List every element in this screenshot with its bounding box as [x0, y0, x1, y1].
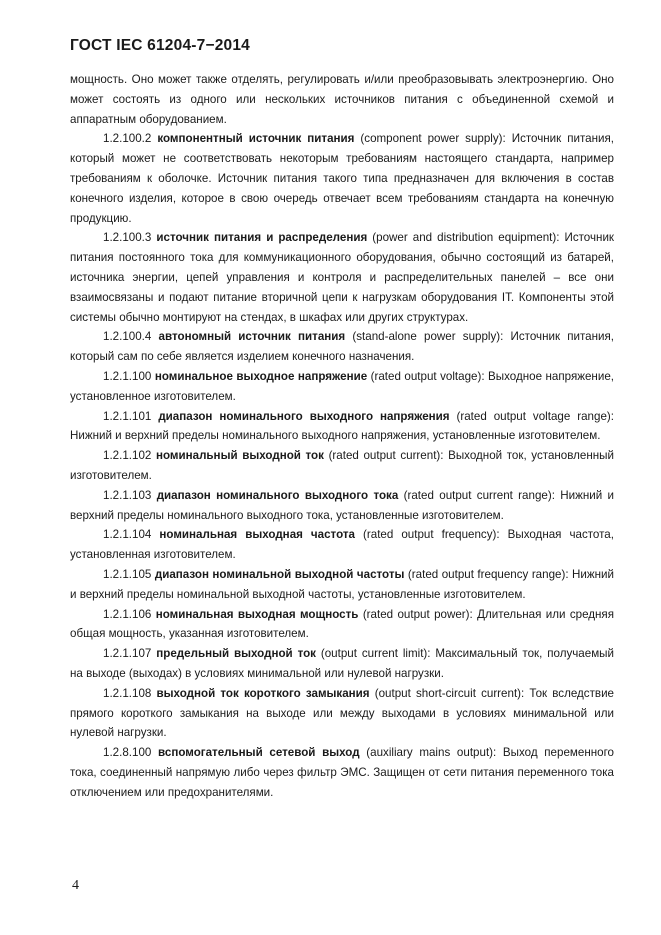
page-number: 4 [72, 878, 79, 893]
definition-text: (rated output frequency range): Нижний и верхний пределы номинальной выходной частоты, установленные изготовителем. [70, 567, 615, 601]
definition-text: (stand-alone power supply): Источник питания, который сам по себе является изделием конечного назначения. [70, 330, 614, 364]
definition-term: номинальное выходное напряжение [154, 369, 368, 383]
definition-number: 1.2.8.100 [103, 746, 152, 760]
definition-text: (rated output power): Длительная или средняя общая мощность, указанная изготовителем. [70, 607, 614, 641]
definition-paragraph [70, 525, 614, 565]
definition-number: 1.2.100.2 [103, 132, 152, 146]
definition-text: (auxiliary mains output): Выход переменного тока, соединенный напрямую либо через фильтр ЭМС. Защищен от сети питания переменного тока отключением или предохранителями. [70, 746, 614, 799]
definition-paragraph [70, 327, 614, 367]
definition-paragraph [70, 367, 614, 407]
definition-text: (rated output voltage range): Нижний и верхний пределы номинального выходного напряжения, установленные изготовителем. [70, 409, 614, 443]
definition-paragraph [70, 228, 614, 327]
definition-paragraph [70, 644, 614, 684]
definition-number: 1.2.1.101 [103, 409, 152, 423]
definition-text: (rated output frequency): Выходная частота, установленная изготовителем. [70, 528, 614, 562]
definition-number: 1.2.1.108 [103, 686, 152, 700]
definition-number: 1.2.1.105 [103, 567, 152, 581]
definition-paragraph [70, 743, 614, 802]
definition-term: вспомогательный сетевой выход [158, 746, 360, 760]
definition-number: 1.2.1.104 [103, 528, 152, 542]
definition-term: источник питания и распределения [156, 231, 368, 245]
definition-term: компонентный источник питания [157, 132, 355, 146]
document-body [70, 70, 614, 802]
definition-term: предельный выходной ток [156, 647, 316, 661]
definition-text: (rated output voltage): Выходное напряжение, установленное изготовителем. [70, 369, 614, 403]
definition-number: 1.2.100.4 [103, 330, 152, 344]
definition-paragraph [70, 129, 614, 228]
definition-paragraph [70, 684, 614, 743]
definition-text: (output short-circuit current): Ток вследствие прямого короткого замыкания на выходе или между выходами в условиях минимальной или нулевой нагрузки. [70, 686, 614, 740]
definition-number: 1.2.1.100 [103, 369, 152, 383]
definition-term: номинальная выходная частота [159, 528, 355, 542]
definition-paragraph [70, 486, 614, 526]
definitions-list [70, 129, 614, 802]
definition-text: (component power supply): Источник питания, который может не соответствовать некоторым требованиям настоящего стандарта, например требованиям к оболочке. Источник питания такого типа предназначен для включения в состав конечного изделия, которое в свою очередь отвечает всем требованиям стандарта на конечную продукцию. [70, 132, 614, 225]
definition-term: диапазон номинальной выходной частоты [154, 567, 405, 581]
definition-number: 1.2.100.3 [103, 231, 152, 245]
definition-text: (rated output current range): Нижний и верхний пределы номинального выходного тока, установленные изготовителем. [70, 488, 614, 522]
definition-paragraph [70, 407, 614, 447]
definition-text: (power and distribution equipment): Источник питания постоянного тока для коммуникационного оборудования, обычно состоящий из батарей, источника энергии, цепей управления и контроля и распределительных панелей – все они взаимосвязаны и подают питание вторичной цепи к нагрузкам оборудования IT. Компоненты этой системы обычно монтируют на стендах, в шкафах или других структурах. [70, 231, 614, 324]
intro-paragraph: мощность. Оно может также отделять, регулировать и/или преобразовывать электроэнергию. Оно может состоять из одного или нескольких источников питания с объединенной схемой и аппаратным оборудованием. [70, 73, 614, 126]
definition-paragraph [70, 446, 614, 486]
definition-number: 1.2.1.103 [103, 488, 152, 502]
definition-number: 1.2.1.102 [103, 449, 152, 463]
definition-term: диапазон номинального выходного тока [156, 488, 399, 502]
definition-term: номинальный выходной ток [155, 449, 324, 463]
definition-term: автономный источник питания [158, 330, 346, 344]
definition-number: 1.2.1.107 [103, 647, 152, 661]
definition-term: диапазон номинального выходного напряжения [158, 409, 450, 423]
definition-paragraph [70, 565, 614, 605]
definition-number: 1.2.1.106 [103, 607, 152, 621]
definition-text: (rated output current): Выходной ток, установленный изготовителем. [70, 449, 614, 482]
document-header: ГОСТ IEC 61204-7−2014 [70, 37, 250, 54]
definition-paragraph [70, 605, 614, 645]
definition-term: номинальная выходная мощность [155, 607, 359, 621]
definition-term: выходной ток короткого замыкания [156, 686, 370, 700]
definition-text: (output current limit): Максимальный ток, получаемый на выходе (выходах) в условиях минимальной или нулевой нагрузки. [70, 647, 614, 680]
